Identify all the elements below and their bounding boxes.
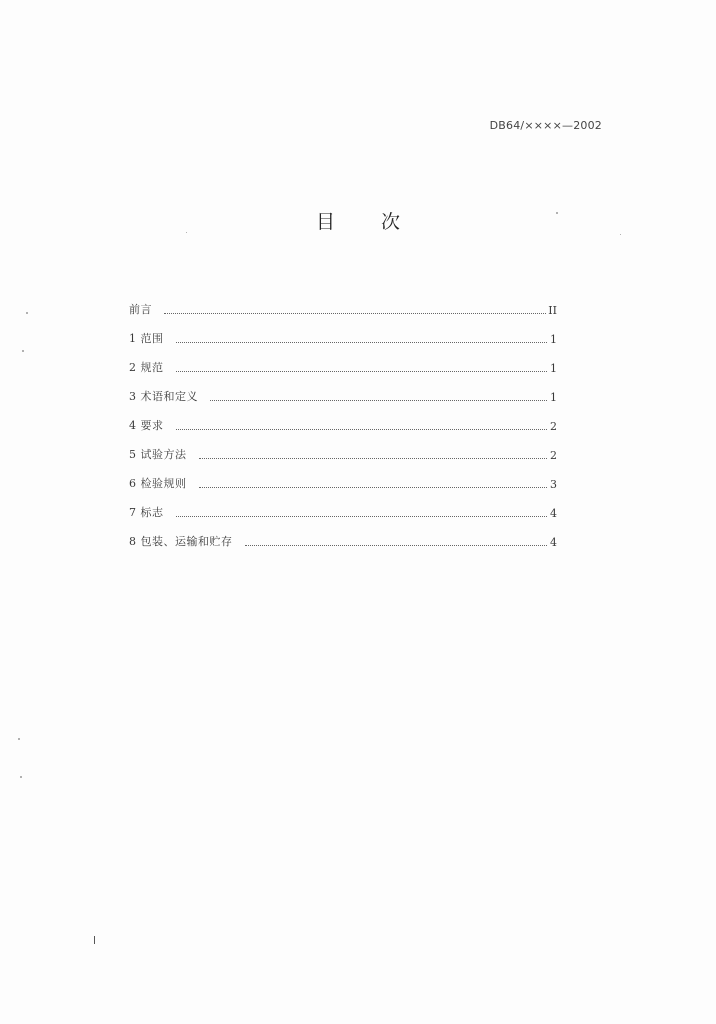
toc-entry-page: 1 [550, 333, 557, 346]
scan-speck [620, 234, 621, 235]
scan-speck [18, 738, 20, 740]
toc-entry-page: II [548, 304, 557, 317]
toc-dot-leader [164, 313, 546, 314]
scan-margin-mark [94, 936, 95, 944]
toc-entry-test-methods[interactable] [129, 433, 557, 462]
toc-title-char-2: 次 [381, 211, 401, 233]
scan-speck [186, 232, 187, 233]
toc-entry-marking[interactable] [129, 491, 557, 520]
toc-entry-label: 8 包装、运输和贮存 [129, 535, 233, 548]
document-code: DB64/××××—2002 [489, 119, 602, 132]
toc-entry-label: 3 术语和定义 [129, 390, 198, 403]
toc-entry-page: 3 [550, 478, 557, 491]
toc-dot-leader [176, 371, 548, 372]
toc-entry-inspection-rules[interactable] [129, 462, 557, 491]
toc-entry-label: 5 试验方法 [129, 448, 187, 461]
toc-entry-page: 2 [550, 449, 557, 462]
toc-dot-leader [245, 545, 548, 546]
toc-entry-page: 4 [550, 507, 557, 520]
toc-title [316, 207, 400, 234]
scan-speck [22, 350, 24, 352]
toc-entry-preface[interactable] [129, 288, 557, 317]
toc-entry-requirements[interactable] [129, 404, 557, 433]
scan-speck [20, 776, 22, 778]
scan-speck [26, 312, 28, 314]
toc-entry-packaging[interactable] [129, 520, 557, 549]
toc-entry-label: 1 范围 [129, 332, 164, 345]
toc-entry-norms[interactable] [129, 346, 557, 375]
toc-entry-page: 2 [550, 420, 557, 433]
toc-dot-leader [176, 516, 548, 517]
toc-entry-label: 前言 [129, 303, 152, 316]
toc-entry-label: 6 检验规则 [129, 477, 187, 490]
toc-dot-leader [210, 400, 547, 401]
toc-entry-terms[interactable] [129, 375, 557, 404]
toc-dot-leader [199, 458, 548, 459]
toc-entry-page: 1 [550, 362, 557, 375]
toc-list [129, 288, 557, 549]
toc-entry-page: 1 [550, 391, 557, 404]
toc-entry-scope[interactable] [129, 317, 557, 346]
scan-speck [556, 212, 558, 214]
toc-entry-label: 2 规范 [129, 361, 164, 374]
toc-dot-leader [199, 487, 548, 488]
toc-dot-leader [176, 429, 548, 430]
toc-entry-label: 4 要求 [129, 419, 164, 432]
toc-entry-label: 7 标志 [129, 506, 164, 519]
toc-title-char-1: 目 [316, 211, 336, 233]
toc-dot-leader [176, 342, 548, 343]
toc-entry-page: 4 [550, 536, 557, 549]
